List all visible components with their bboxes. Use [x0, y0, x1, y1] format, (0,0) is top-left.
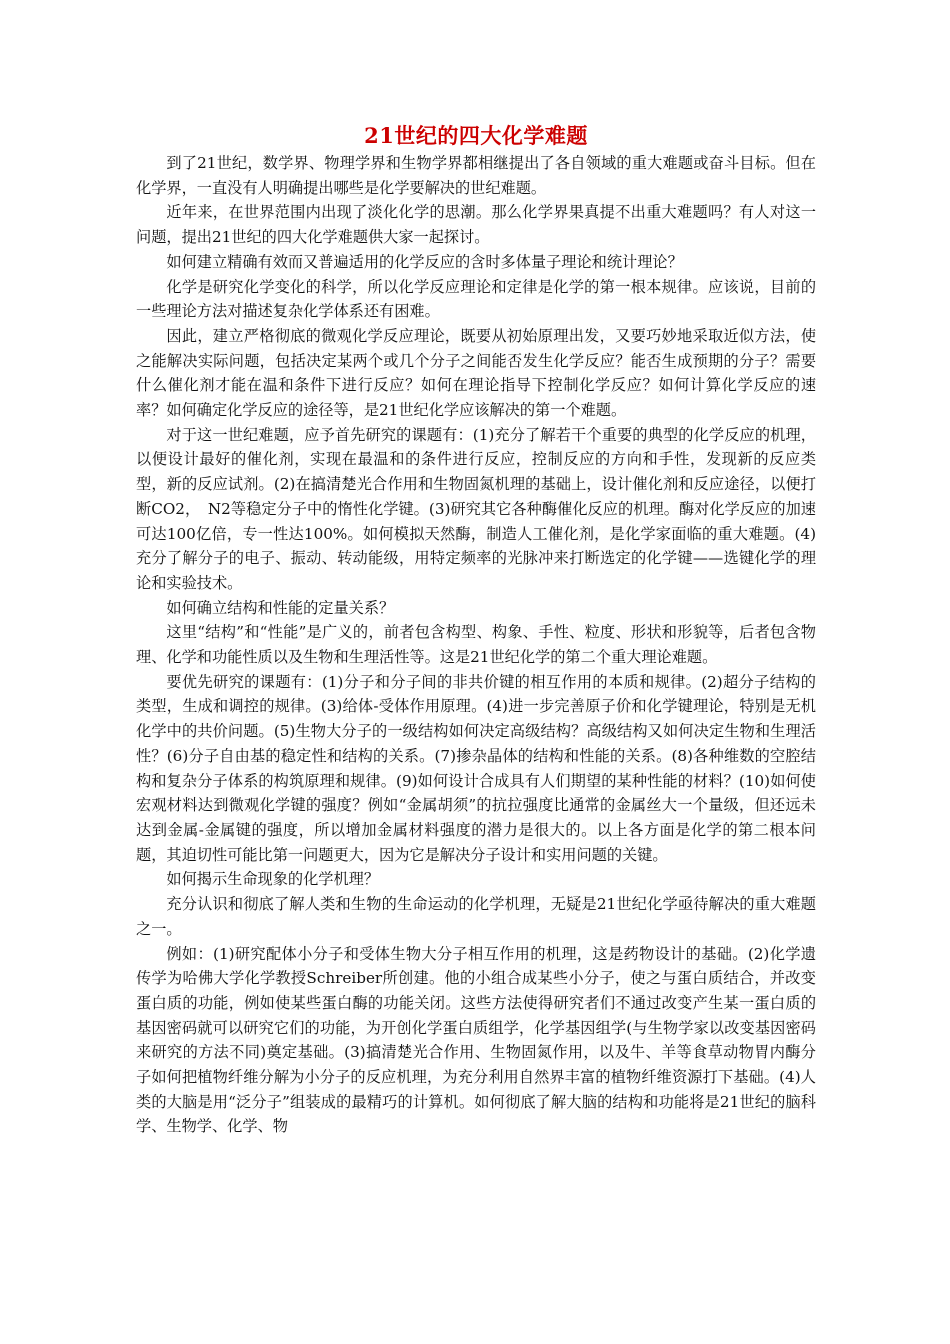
section-heading-3: 如何揭示生命现象的化学机理？	[166, 870, 380, 889]
document-page	[136, 122, 816, 1139]
paragraph-1a: 化学是研究化学变化的科学，所以化学反应理论和定律是化学的第一根本规律。应该说，目前的一些理论方法对描述复杂化学体系还有困难。	[136, 277, 816, 321]
paragraph-3b: 例如：(1)研究配体小分子和受体生物大分子相互作用的机理，这是药物设计的基础。(2)化学遗传学为哈佛大学化学教授Schreiber所创建。他的小组合成某些小分子，使之与蛋白质结合，并改变蛋白质的功能，例如使某些蛋白酶的功能关闭。这些方法使得研究者们不通过改变产生某一蛋白质的基因密码就可以研究它们的功能，为开创化学蛋白质组学，化学基因组学(与生物学家以改变基因密码来研究的方法不同)奠定基础。(3)搞清楚光合作用、生物固氮作用，以及牛、羊等食草动物胃内酶分子如何把植物纤维分解为小分子的反应机理，为充分利用自然界丰富的植物纤维资源打下基础。(4)人类的大脑是用“泛分子”组装成的最精巧的计算机。如何彻底了解大脑的结构和功能将是21世纪的脑科学、生物学、化学、物	[136, 944, 816, 1136]
paragraph-2a: 这里“结构”和“性能”是广义的，前者包含构型、构象、手性、粒度、形状和形貌等，后者包含物理、化学和功能性质以及生物和生理活性等。这是21世纪化学的第二个重大理论难题。	[136, 623, 816, 667]
paragraph-1b: 因此，建立严格彻底的微观化学反应理论，既要从初始原理出发，又要巧妙地采取近似方法，使之能解决实际问题，包括决定某两个或几个分子之间能否发生化学反应？能否生成预期的分子？需要什么催化剂才能在温和条件下进行反应？如何在理论指导下控制化学反应？如何计算化学反应的速率？如何确定化学反应的途径等，是21世纪化学应该解决的第一个难题。	[136, 326, 816, 420]
paragraph-intro-1: 到了21世纪，数学界、物理学界和生物学界都相继提出了各自领域的重大难题或奋斗目标。但在化学界，一直没有人明确提出哪些是化学要解决的世纪难题。	[136, 154, 816, 197]
paragraph-2b: 要优先研究的课题有：(1)分子和分子间的非共价键的相互作用的本质和规律。(2)超分子结构的类型，生成和调控的规律。(3)给体-受体作用原理。(4)进一步完善原子价和化学键理论，特别是无机化学中的共价问题。(5)生物大分子的一级结构如何决定高级结构？高级结构又如何决定生物和生理活性？(6)分子自由基的稳定性和结构的关系。(7)掺杂晶体的结构和性能的关系。(8)各种维数的空腔结构和复杂分子体系的构筑原理和规律。(9)如何设计合成具有人们期望的某种性能的材料？(10)如何使宏观材料达到微观化学键的强度？例如“金属胡须”的抗拉强度比通常的金属丝大一个量级，但还远未达到金属-金属键的强度，所以增加金属材料强度的潜力是很大的。以上各方面是化学的第二根本问题，其迫切性可能比第一问题更大，因为它是解决分子设计和实用问题的关键。	[136, 672, 816, 864]
section-heading-2: 如何确立结构和性能的定量关系？	[166, 598, 395, 617]
paragraph-intro-2: 近年来，在世界范围内出现了淡化化学的思潮。那么化学界果真提不出重大难题吗？有人对这一问题，提出21世纪的四大化学难题供大家一起探讨。	[136, 203, 816, 247]
paragraph-3a: 充分认识和彻底了解人类和生物的生命运动的化学机理，无疑是21世纪化学亟待解决的重大难题之一。	[136, 895, 816, 938]
paragraph-1c: 对于这一世纪难题，应予首先研究的课题有：(1)充分了解若干个重要的典型的化学反应的机理，以便设计最好的催化剂，实现在最温和的条件进行反应，控制反应的方向和手性，发现新的反应类型，新的反应试剂。(2)在搞清楚光合作用和生物固氮机理的基础上，设计催化剂和反应途径，以便打断CO2， N2等稳定分子中的惰性化学键。(3)研究其它各种酶催化反应的机理。酶对化学反应的加速可达100亿倍，专一性达100%。如何模拟天然酶，制造人工催化剂，是化学家面临的重大难题。(4)充分了解分子的电子、振动、转动能级，用特定频率的光脉冲来打断选定的化学键——选键化学的理论和实验技术。	[136, 425, 816, 592]
section-heading-1: 如何建立精确有效而又普遍适用的化学反应的含时多体量子理论和统计理论？	[166, 252, 683, 271]
document-title: 21世纪的四大化学难题	[364, 123, 588, 148]
